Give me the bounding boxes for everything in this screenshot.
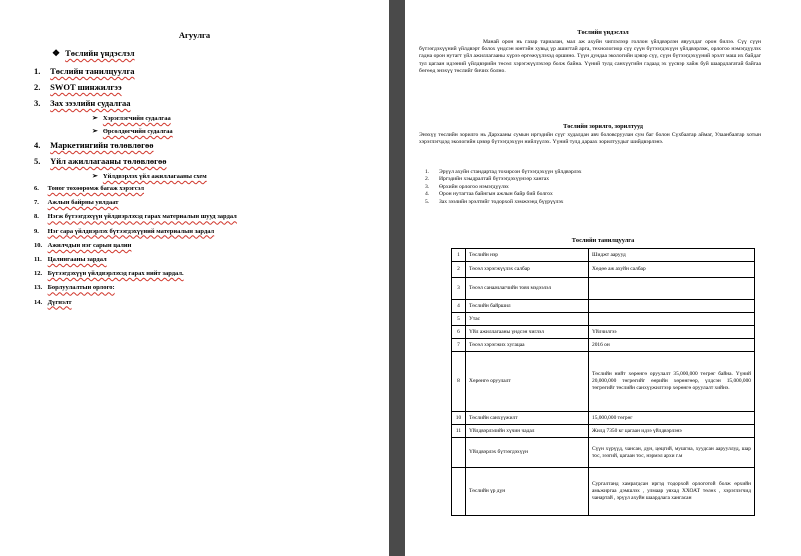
table-cell-label: Төслийн санхүүжилт (466, 412, 589, 425)
table-cell-label: Төслийн нэр (466, 249, 589, 262)
table-cell-value: Жилд 7350 кг цагаан идээ үйлдвэрлэнэ (589, 425, 755, 438)
toc-entry-text: Нэгж бүтээгдэхүүн үйлдвэрлэхэд гарах материалын шууд зардал (47, 213, 237, 221)
table-cell-value: 2016 он (589, 339, 755, 352)
table-cell-label: Утас (466, 313, 589, 326)
objective-item (425, 191, 755, 198)
toc-entry-number: 4. (34, 140, 41, 150)
toc-entry-number: 9. (34, 227, 39, 235)
table-cell-number (452, 438, 466, 468)
table-cell-number: 10 (452, 412, 466, 425)
toc-entry[interactable] (34, 66, 374, 82)
table-cell-label: Төсөл хэрэгжүүлэх салбар (466, 262, 589, 278)
toc-entry-text: Нэг сара үйлдвэрлэх бүтээгдэхүүний материалын зардал (47, 227, 215, 235)
table-row (452, 412, 755, 425)
table-cell-number: 8 (452, 352, 466, 412)
toc-entry-number: 10. (34, 241, 43, 249)
document-page-left (0, 0, 389, 556)
toc-entry-number: 2. (34, 82, 41, 92)
toc-entry[interactable] (34, 242, 374, 256)
toc-entry-number: 6. (34, 185, 39, 192)
objective-text: Эрүүл ахуйн стандартад тохирсон бүтээгдэхүүн үйлдвэрлэх (439, 169, 582, 175)
toc-entry-number: 5. (34, 156, 41, 166)
table-cell-value: Хөдөө аж ахуйн салбар (589, 262, 755, 278)
table-cell-value (589, 300, 755, 313)
table-cell-label: Төсөл санаачлагчийн товч мэдээлэл (466, 278, 589, 300)
toc-entry-text: Төслийн танилцуулга (50, 66, 135, 76)
toc-entry-text: Хэрэглэгчийн судалгаа (102, 115, 171, 122)
objective-text: Орон нутагтаа байнгын ажлын байр бий болгох (439, 191, 553, 198)
table-cell-number: 7 (452, 339, 466, 352)
toc-entry-text: Ажилчдын нэг сарын цалин (47, 241, 132, 249)
toc-entry-number: 8. (34, 213, 39, 221)
objective-number: 3. (425, 183, 430, 190)
table-row (452, 339, 755, 352)
toc-entry-text: Өрсөлдөгчийн судалгаа (102, 128, 173, 135)
table-row (452, 425, 755, 438)
table-cell-label: Хөрөнгө оруулалт (466, 352, 589, 412)
project-info-table (451, 248, 755, 516)
toc-entry-number: 14. (34, 298, 43, 306)
objectives-list (425, 169, 755, 206)
table-cell-number: 6 (452, 326, 466, 339)
table-cell-value (589, 278, 755, 300)
toc-entry-text: Дүгнэлт (47, 298, 72, 306)
intro-paragraph: Манай орон нь газар тариалан, мал аж ахуйн чиглэлээр голлон үйлдвэрлэн явуулдаг орон билээ. Сүү сүүн бүтээгдэхүүний үйлдвэрт болох үндсэн юнтэйн хувьд үр ашигтай арга, технологиор сүү сүүн бүтээгдэхүүн үйлдвэрлэж, орлогоо нэмэгдүүлэх гадна орон нутагт үйл ажиллагааны хүрээ өргөжүүлэхэд оршино. Түүн дундаа экологийн цэвэр сүү, сүүн бүтээгдэхүүний эрэлт маш их байдаг тул цагаан идээний үйлдвэрийн төсөл хэрэгжүүлэхээр болж байна. Үүний тулд санхүүгийн гадаад эх үүсвэр хайж буй шаардлагатай байгаа бөгөөд энэхүү төслийг бичих болно. (419, 39, 761, 74)
goal-paragraph: Энэхүү төслийн зорилго нь Дархааны сумын иргэдийн сүүг худалдан авч боловсруулан сум баг болон Сүхбаатар аймаг, Улаанбаатар хотын хэрэглэгчдэд экологийн цэвэр бүтээгдэхүүн нийлүүлэх. Үүний тулд дараах зорилтуудыг шийдвэрлэнэ. (419, 132, 761, 146)
table-cell-label: Төслийн байршил (466, 300, 589, 313)
toc-entry[interactable] (34, 228, 374, 242)
toc-entry[interactable] (52, 48, 374, 66)
toc-entry-text: Зах зээлийн судалгаа (50, 98, 131, 108)
table-cell-value: Сүүн хүрүүд, чансан, дүн, цөцгий, мушгиа, хуудсан аарууллуд, шар тос, ээзгий, цагаан тос, нэрмэл архи г.м (589, 438, 755, 468)
toc-entry-text: Борлуулалтын орлого: (47, 284, 115, 292)
toc-title: Агуулга (178, 30, 211, 40)
objective-number: 2. (425, 176, 430, 183)
table-cell-number: 2 (452, 262, 466, 278)
toc-entry[interactable] (34, 140, 374, 156)
document-page-right (405, 0, 801, 556)
arrow-bullet-icon: ➢ (92, 114, 98, 122)
table-row (452, 262, 755, 278)
objective-item (425, 199, 755, 206)
diamond-bullet-icon: ❖ (52, 48, 61, 58)
section-heading-justification: Төслийн үндэслэл (577, 29, 629, 36)
table-cell-value: Сургалтанд хамрагдсан иргэд тодорхой орлоготой болж өрхийн амьжиргаа дэмшлэх , улмаар уяхад ХХОАТ төлөх , хэрэглэгчид чанартай , эрүүл ахуйн шаардлага хангасан (589, 468, 755, 516)
table-cell-number: 4 (452, 300, 466, 313)
toc-entry-text: SWOT шинжилгээ (50, 82, 122, 92)
table-cell-value: Төслийн нийт хөрөнгө оруулалт 35,000,000 төгрөг байна. Үүний 20,000,000 төгрөгийг өөрийн хөрөнгөөр, үлдсэн 15,000,000 төгрөгийг төслийн санхүүжилтээр хөрөнгө оруулалт хийнэ. (589, 352, 755, 412)
arrow-bullet-icon: ➢ (92, 172, 98, 180)
section-heading-goals: Төслийн зорилго, зорилтууд (563, 123, 643, 130)
toc-entry-number: 1. (34, 66, 41, 76)
table-row (452, 326, 755, 339)
toc-entry-number: 13. (34, 284, 43, 292)
table-row (452, 278, 755, 300)
table-row (452, 438, 755, 468)
table-cell-number: 11 (452, 425, 466, 438)
table-cell-value (589, 313, 755, 326)
toc-entry[interactable] (34, 299, 374, 313)
toc-entry-text: Цалингааны зардал (47, 255, 107, 263)
table-row (452, 300, 755, 313)
toc-entry[interactable] (34, 156, 374, 172)
table-cell-number: 1 (452, 249, 466, 262)
toc-entry-text: Ажлын байрны уялдаат (47, 199, 119, 207)
objective-number: 1. (425, 169, 430, 175)
table-cell-label: Төсөл хэрэгжих хугацаа (466, 339, 589, 352)
toc-entry-number: 3. (34, 98, 41, 108)
table-cell-value: 15,000,000 төгрөг (589, 412, 755, 425)
toc-entry[interactable] (34, 270, 374, 284)
objective-item (425, 176, 755, 183)
toc-entry-number: 11. (34, 255, 42, 263)
table-title: Төслийн танилцуулга (571, 237, 635, 244)
toc-entry[interactable] (34, 82, 374, 98)
toc-entry-text: Төслийн үндэслэл (65, 48, 135, 58)
toc-entry-text: Маркетингийн төлөвлөгөө (50, 140, 154, 150)
toc-entry-number: 12. (34, 270, 43, 278)
toc-entry[interactable] (34, 185, 374, 199)
table-cell-number (452, 468, 466, 516)
toc-entry[interactable] (34, 256, 374, 270)
toc-entry-number: 7. (34, 199, 39, 207)
toc-entry[interactable] (34, 213, 374, 227)
toc-entry[interactable] (92, 127, 374, 140)
objective-text: Иргэдийн хэыдралтай бүтээгдэхүүнээр хангах (439, 176, 550, 183)
arrow-bullet-icon: ➢ (92, 127, 98, 135)
table-cell-label: Үйл ажиллагааны үндсэн чиглэл (466, 326, 589, 339)
table-row (452, 313, 755, 326)
objective-text: Зах зээлийн эрэлтийг тодорхой хэмжээнд бүүрүүлэх (439, 198, 564, 205)
table-cell-label: Төслийн үр дүн (466, 468, 589, 516)
toc-entry[interactable] (34, 199, 374, 213)
table-cell-label: Үйлдвэрлэлийн хүчин чадал (466, 425, 589, 438)
table-cell-number: 3 (452, 278, 466, 300)
toc-entry-text: Үйл ажиллагааны төлөвлөгөө (50, 156, 167, 166)
toc-entry[interactable] (34, 98, 374, 114)
table-cell-number: 5 (452, 313, 466, 326)
objective-number: 5. (425, 198, 430, 205)
toc-entry[interactable] (92, 172, 374, 185)
table-row (452, 249, 755, 262)
toc-entry-text: Тоног төхөөрөмж багаж хэрэгсэл (47, 185, 145, 192)
table-row (452, 468, 755, 516)
toc-entry-text: Бүтээгдэхүүн үйлдвэрлэхэд гарах нийт зардал. (47, 270, 184, 278)
objective-text: Өрхийн орлогоо нэмэгдүүлэх (439, 183, 509, 190)
table-of-contents (34, 48, 374, 313)
toc-entry-text: Үйлдвэрлэх үйл ажиллагааны схем (102, 173, 207, 180)
table-row (452, 352, 755, 412)
toc-entry[interactable] (92, 114, 374, 127)
objective-number: 4. (425, 191, 430, 198)
table-cell-value: Үйлчилгээ (589, 326, 755, 339)
table-cell-label: Үйлдвэрлэх бүтээгдэхүүн (466, 438, 589, 468)
table-cell-value: Шиджт аарууд (589, 249, 755, 262)
toc-entry[interactable] (34, 284, 374, 298)
